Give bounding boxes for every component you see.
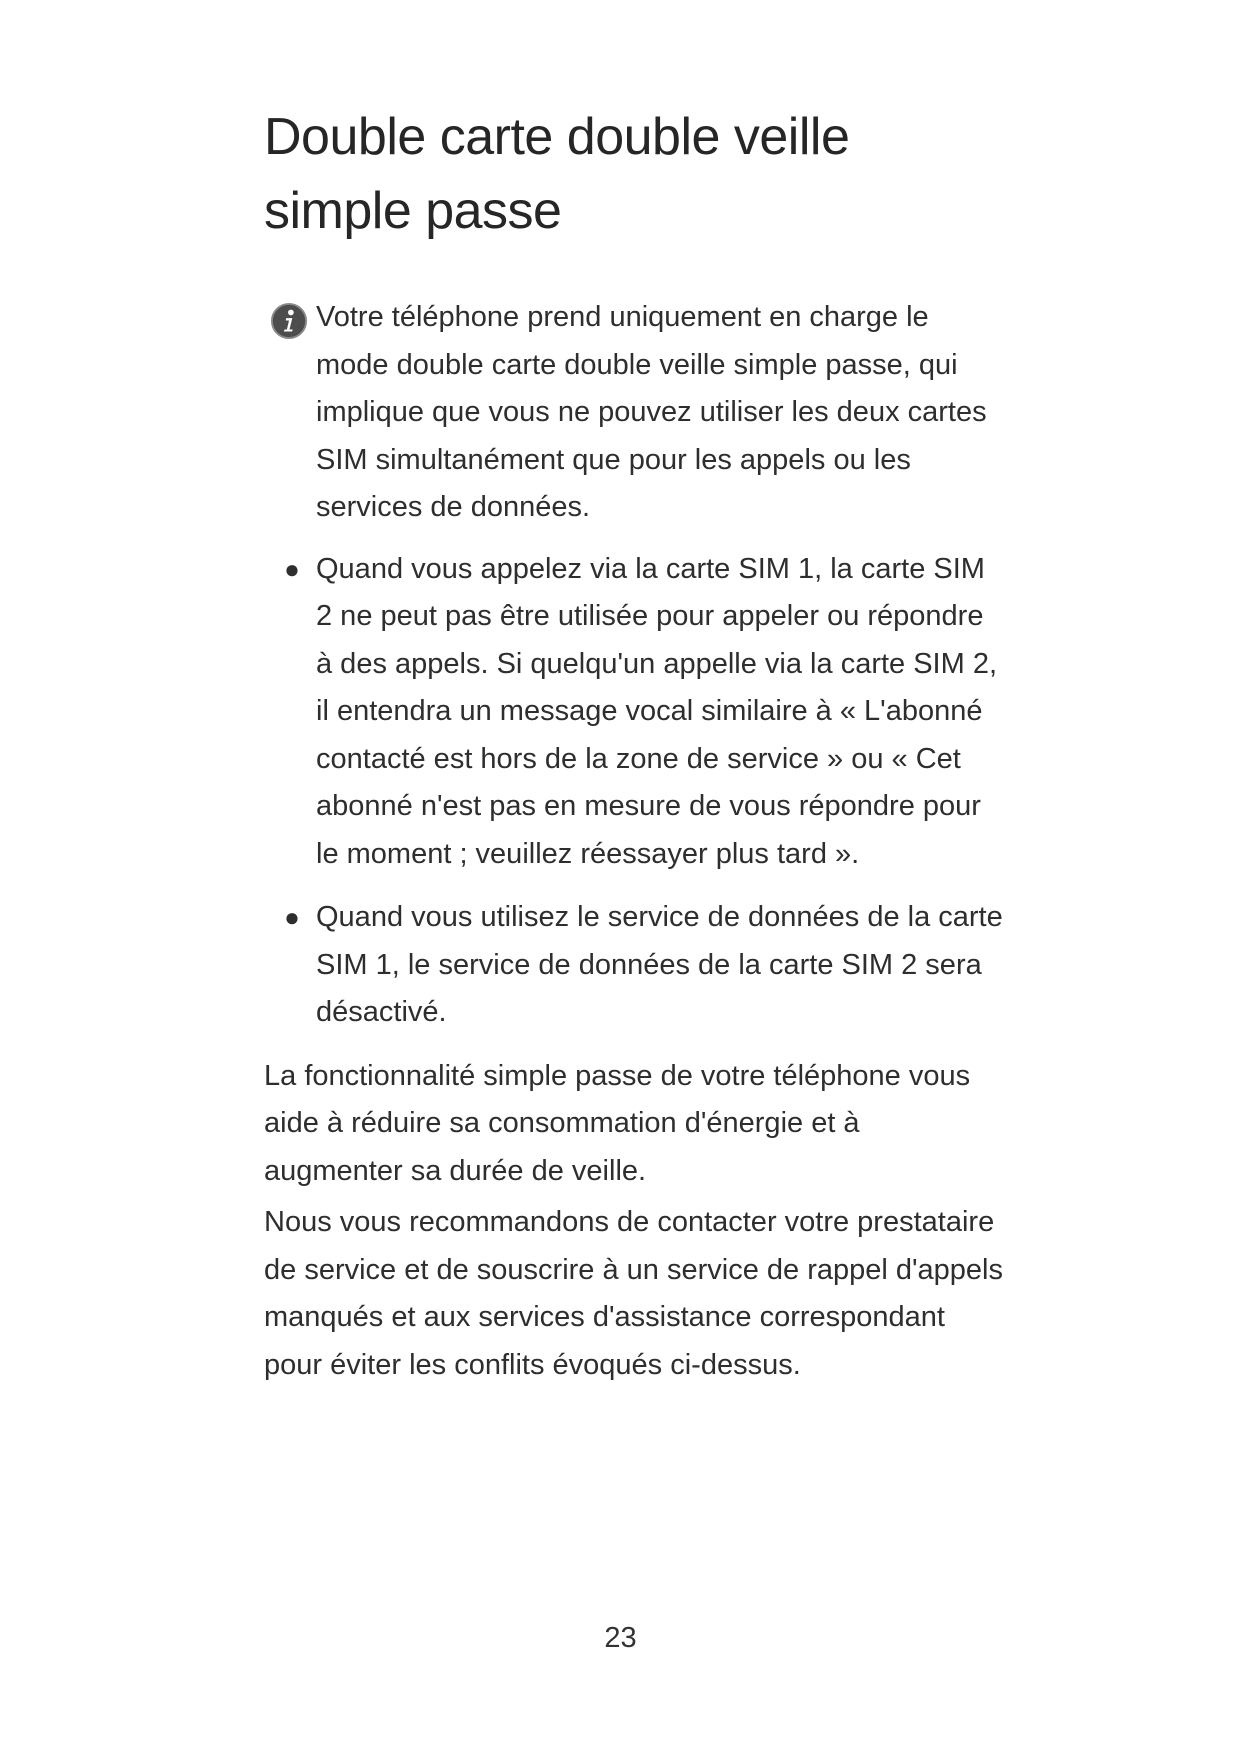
bullet-icon: ● — [284, 902, 300, 932]
bullet-text: Quand vous utilisez le service de données de la carte SIM 1, le service de données de la carte SIM 2 sera désactivé. — [316, 901, 1003, 1028]
note-block — [264, 294, 1004, 1037]
note-bullet-list — [284, 546, 1004, 1037]
bullet-icon: ● — [284, 553, 300, 584]
page-number: 23 — [604, 1622, 637, 1654]
body-paragraph: Nous vous recommandons de contacter votre prestataire de service et de souscrire à un service de rappel d'appels manqués et aux services d'assistance correspondant pour éviter les conflits évoqués ci-dessus. — [264, 1206, 1004, 1381]
body-paragraph: La fonctionnalité simple passe de votre téléphone vous aide à réduire sa consommation d'énergie et à augmenter sa durée de veille. — [264, 1059, 971, 1187]
list-item — [284, 546, 1004, 879]
info-icon — [270, 302, 308, 340]
note-text: Votre téléphone prend uniquement en charge le mode double carte double veille simple passe, qui implique que vous ne pouvez utiliser les deux cartes SIM simultanément que pour les appels ou les services de données. — [316, 301, 987, 523]
page-content — [264, 100, 1004, 1393]
bullet-text: Quand vous appelez via la carte SIM 1, la carte SIM 2 ne peut pas être utilisée pour appeler ou répondre à des appels. Si quelqu'un appelle via la carte SIM 2, il entendra un message vocal similaire à « L'abonné contacté est hors de la zone de service » ou « Cet abonné n'est pas en mesure de vous répondre pour le moment ; veuillez réessayer plus tard ». — [316, 552, 998, 870]
list-item — [284, 894, 1004, 1037]
page-title: Double carte double veille simple passe — [264, 108, 850, 240]
